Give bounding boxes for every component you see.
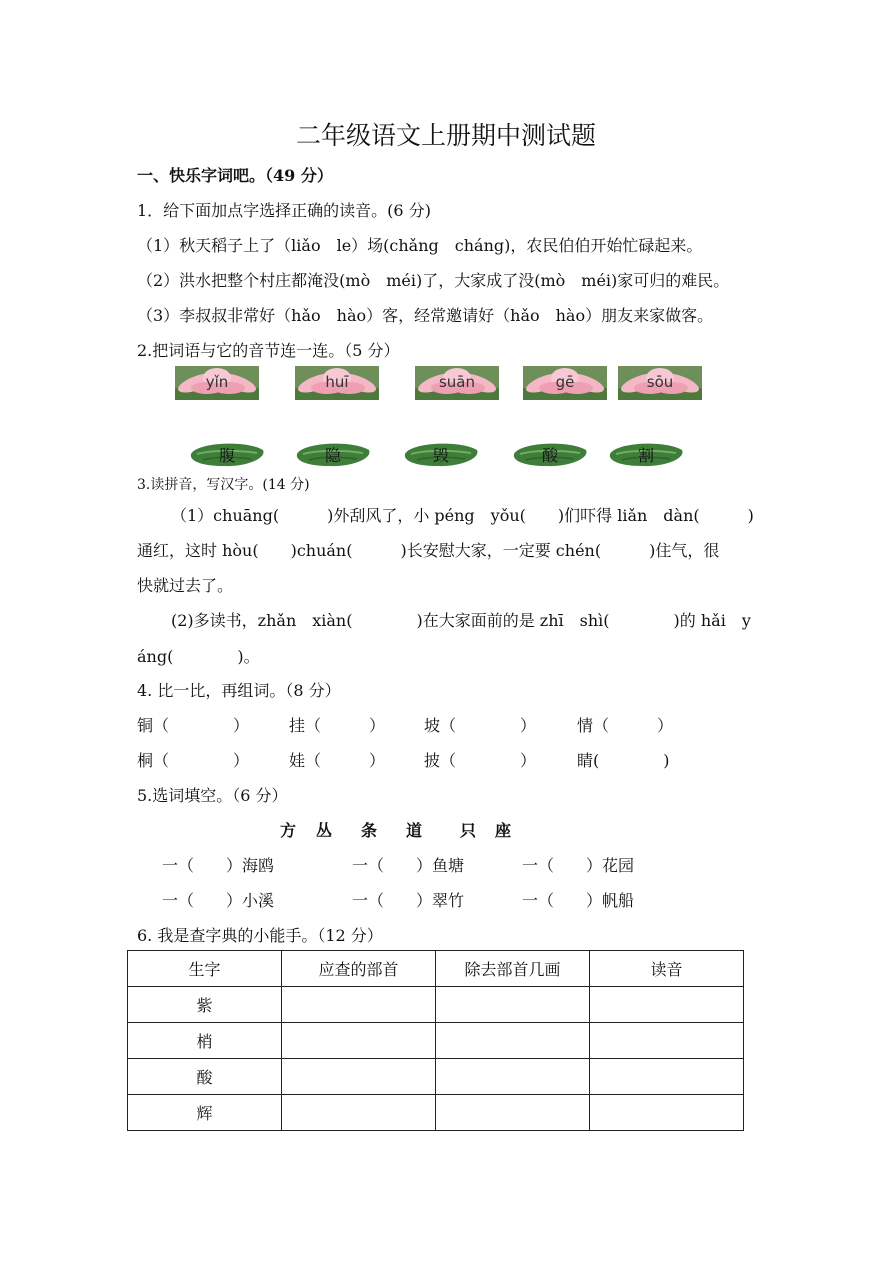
q5-item: 一（ ）翠竹 xyxy=(352,891,465,910)
q4-item: 情（ ） xyxy=(577,716,674,735)
table-row xyxy=(128,987,744,1023)
answer-cell[interactable] xyxy=(590,1095,744,1131)
syllable-label: yǐn xyxy=(205,373,229,391)
q5-word: 道 xyxy=(406,821,423,840)
answer-cell[interactable] xyxy=(590,1059,744,1095)
answer-cell[interactable] xyxy=(590,987,744,1023)
q5-item: 一（ ）小溪 xyxy=(162,891,275,910)
q4-item: 睛( ) xyxy=(577,751,670,770)
dictionary-table xyxy=(127,950,744,1131)
header-reading: 读音 xyxy=(590,951,744,987)
syllable-label: huī xyxy=(325,373,349,391)
q2-heading: 2.把词语与它的音节连一连。（5 分） xyxy=(137,341,400,360)
q5-word: 只 xyxy=(460,821,477,840)
character-leaf-card[interactable] xyxy=(606,440,686,468)
q5-item: 一（ ）海鸥 xyxy=(162,856,275,875)
table-row xyxy=(128,1095,744,1131)
q5-item: 一（ ）花园 xyxy=(522,856,635,875)
header-char: 生字 xyxy=(128,951,282,987)
header-radical: 应查的部首 xyxy=(282,951,436,987)
q1-line-1: （1）秋天稻子上了（liǎo le）场(chǎng cháng)，农民伯伯开始忙碌起来。 xyxy=(137,236,703,255)
syllable-flower-card[interactable] xyxy=(415,366,499,400)
q5-heading: 5.选词填空。（6 分） xyxy=(137,786,288,805)
q4-heading: 4. 比一比，再组词。（8 分） xyxy=(137,681,341,700)
character-label: 腹 xyxy=(218,446,235,465)
table-row xyxy=(128,1023,744,1059)
character-leaf-card[interactable] xyxy=(510,440,590,468)
table-char: 辉 xyxy=(128,1095,282,1131)
q5-item: 一（ ）鱼塘 xyxy=(352,856,465,875)
syllable-flower-card[interactable] xyxy=(295,366,379,400)
answer-cell[interactable] xyxy=(282,987,436,1023)
syllable-flower-card[interactable] xyxy=(618,366,702,400)
table-char: 酸 xyxy=(128,1059,282,1095)
q4-item: 披（ ） xyxy=(424,751,537,770)
table-char: 梢 xyxy=(128,1023,282,1059)
character-leaf-card[interactable] xyxy=(401,440,481,468)
character-label: 割 xyxy=(637,446,654,465)
answer-cell[interactable] xyxy=(282,1059,436,1095)
q5-word: 条 xyxy=(361,821,378,840)
character-leaf-card[interactable] xyxy=(293,440,373,468)
q4-item: 桐（ ） xyxy=(137,751,250,770)
q1-heading: 1．给下面加点字选择正确的读音。(6 分) xyxy=(137,201,431,220)
syllable-label: suān xyxy=(438,373,476,391)
answer-cell[interactable] xyxy=(436,1023,590,1059)
answer-cell[interactable] xyxy=(436,1059,590,1095)
syllable-label: sōu xyxy=(646,373,674,391)
q4-item: 娃（ ） xyxy=(289,751,386,770)
q3-line-2: 通红，这时 hòu( )chuán( )长安慰大家，一定要 chén( )住气，很 xyxy=(137,541,720,560)
q4-item: 铜（ ） xyxy=(137,716,250,735)
character-label: 隐 xyxy=(324,446,341,465)
q3-line-3: 快就过去了。 xyxy=(137,576,234,595)
answer-cell[interactable] xyxy=(436,1095,590,1131)
q5-word: 丛 xyxy=(316,821,333,840)
page-title: 二年级语文上册期中测试题 xyxy=(295,121,596,150)
character-label: 酸 xyxy=(541,446,558,465)
q3-line-5: áng( )。 xyxy=(137,647,260,666)
table-row xyxy=(128,1059,744,1095)
q4-item: 挂（ ） xyxy=(289,716,386,735)
q3-heading: 3.读拼音，写汉字。(14 分) xyxy=(137,477,310,493)
table-char: 紫 xyxy=(128,987,282,1023)
answer-cell[interactable] xyxy=(590,1023,744,1059)
answer-cell[interactable] xyxy=(436,987,590,1023)
answer-cell[interactable] xyxy=(282,1095,436,1131)
table-header-row xyxy=(128,951,744,987)
q5-word: 座 xyxy=(495,821,512,840)
q1-line-2: （2）洪水把整个村庄都淹没(mò méi)了，大家成了没(mò méi)家可归的难民。 xyxy=(137,271,730,290)
syllable-flower-card[interactable] xyxy=(523,366,607,400)
q6-heading: 6. 我是查字典的小能手。（12 分） xyxy=(137,926,383,945)
character-label: 毁 xyxy=(432,446,449,465)
q3-line-1: （1）chuāng( )外刮风了，小 péng yǒu( )们吓得 liǎn dàn( ) xyxy=(171,506,754,525)
character-leaf-card[interactable] xyxy=(187,440,267,468)
q4-item: 坡（ ） xyxy=(424,716,537,735)
syllable-flower-card[interactable] xyxy=(175,366,259,400)
q5-word: 方 xyxy=(280,821,297,840)
q1-line-3: （3）李叔叔非常好（hǎo hào）客，经常邀请好（hǎo hào）朋友来家做客。 xyxy=(137,306,714,325)
q3-line-4: (2)多读书，zhǎn xiàn( )在大家面前的是 zhī shì( )的 hǎi y xyxy=(171,611,751,630)
answer-cell[interactable] xyxy=(282,1023,436,1059)
section-1-heading: 一、快乐字词吧。（49 分） xyxy=(137,166,333,185)
q5-item: 一（ ）帆船 xyxy=(522,891,635,910)
syllable-label: gē xyxy=(555,373,575,391)
header-strokes: 除去部首几画 xyxy=(436,951,590,987)
